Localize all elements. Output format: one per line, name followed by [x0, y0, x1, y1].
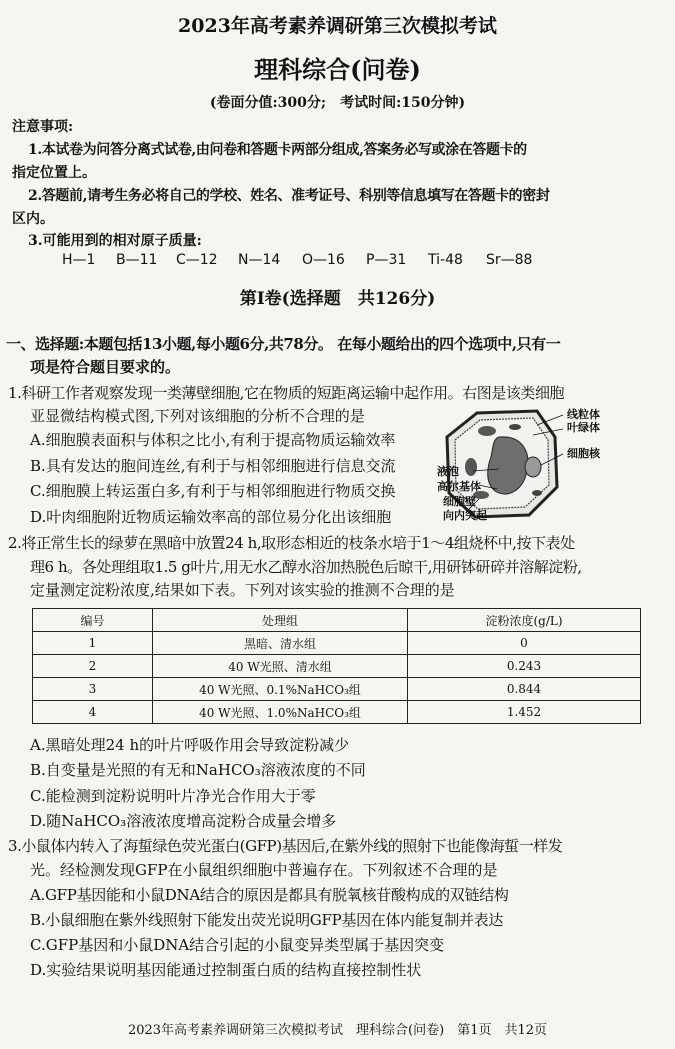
- header-id: 编号: [33, 609, 153, 632]
- q1-option-a: A.细胞膜表面积与体积之比小,有利于提高物质运输效率: [30, 431, 396, 449]
- mass-p: P—31: [366, 252, 407, 268]
- table-row: [33, 678, 641, 701]
- notice-item-2-line-2: 区内。: [12, 211, 54, 227]
- exam-title: 2023年高考素养调研第三次模拟考试: [178, 15, 497, 37]
- q3-stem-line-2: 光。经检测发现GFP在小鼠组织细胞中普遍存在。下列叙述不合理的是: [30, 861, 498, 879]
- section-title: 第Ⅰ卷(选择题 共126分): [239, 289, 436, 309]
- cell-id: 4: [33, 701, 153, 724]
- mass-c: C—12: [176, 252, 218, 268]
- mass-n: N—14: [238, 252, 281, 268]
- q2-stem-line-3: 定量测定淀粉浓度,结果如下表。下列对该实验的推测不合理的是: [30, 581, 455, 599]
- mass-o: O—16: [302, 252, 345, 268]
- q3-option-d: D.实验结果说明基因能通过控制蛋白质的结构直接控制性状: [30, 961, 422, 979]
- table-header-row: [33, 609, 641, 632]
- q3-option-a: A.GFP基因能和小鼠DNA结合的原因是都具有脱氧核苷酸构成的双链结构: [30, 886, 509, 904]
- part1-instruction-line-2: 项是符合题目要求的。: [30, 358, 181, 376]
- page-footer: 2023年高考素养调研第三次模拟考试 理科综合(问卷) 第1页 共12页: [127, 1023, 548, 1038]
- q2-option-a: A.黑暗处理24 h的叶片呼吸作用会导致淀粉减少: [30, 736, 350, 754]
- label-chloroplast: 叶绿体: [567, 421, 600, 434]
- notice-heading: 注意事项:: [12, 119, 74, 135]
- table-row: [33, 655, 641, 678]
- q2-option-c: C.能检测到淀粉说明叶片净光合作用大于零: [30, 787, 316, 805]
- atomic-masses: [62, 250, 532, 270]
- cell-starch: 0: [408, 632, 641, 655]
- mass-h: H—1: [62, 252, 96, 268]
- mass-sr: Sr—88: [486, 252, 533, 268]
- label-protrusion: 向内突起: [443, 509, 487, 522]
- nucleus: [525, 457, 541, 477]
- q2-stem-line-1: 2.将正常生长的绿萝在黑暗中放置24 h,取形态相近的枝条水培于1～4组烧杯中,按下表处: [8, 534, 575, 552]
- label-vacuole: 液泡: [437, 465, 459, 478]
- q1-stem-line-1: 1.科研工作者观察发现一类薄壁细胞,它在物质的短距离运输中起作用。右图是该类细胞: [8, 384, 565, 402]
- q2-stem-line-2: 理6 h。各处理组取1.5 g叶片,用无水乙醇水浴加热脱色后晾干,用研钵研碎并溶解淀粉,: [30, 558, 582, 576]
- q1-option-c: C.细胞膜上转运蛋白多,有利于与相邻细胞进行物质交换: [30, 482, 396, 500]
- mitochondrion: [532, 490, 542, 496]
- notice-item-1-line-1: 1.本试卷为问答分离式试卷,由问卷和答题卡两部分组成,答案务必写或涂在答题卡的: [28, 142, 527, 158]
- q3-option-c: C.GFP基因和小鼠DNA结合引起的小鼠变异类型属于基因突变: [30, 936, 445, 954]
- cell-treatment: 40 W光照、0.1%NaHCO₃组: [153, 678, 408, 701]
- label-cell-wall: 细胞壁: [443, 495, 476, 508]
- notice-item-1-line-2: 指定位置上。: [12, 165, 96, 181]
- label-golgi: 高尔基体: [437, 480, 481, 493]
- q2-option-b: B.自变量是光照的有无和NaHCO₃溶液浓度的不同: [30, 761, 366, 779]
- q1-stem-line-2: 亚显微结构模式图,下列对该细胞的分析不合理的是: [30, 407, 365, 425]
- cell-starch: 0.844: [408, 678, 641, 701]
- cell-treatment: 黑暗、清水组: [153, 632, 408, 655]
- q1-option-d: D.叶肉细胞附近物质运输效率高的部位易分化出该细胞: [30, 508, 392, 526]
- cell-treatment: 40 W光照、清水组: [153, 655, 408, 678]
- part1-instruction-line-1: 一、选择题:本题包括13小题,每小题6分,共78分。 在每小题给出的四个选项中,只有一: [6, 335, 561, 353]
- q2-option-d: D.随NaHCO₃溶液浓度增高淀粉合成量会增多: [30, 812, 337, 830]
- chloroplast: [465, 458, 477, 476]
- label-mitochondria: 线粒体: [567, 408, 600, 421]
- table-row: [33, 632, 641, 655]
- q1-option-b: B.具有发达的胞间连丝,有利于与相邻细胞进行信息交流: [30, 457, 396, 475]
- table-row: [33, 701, 641, 724]
- score-line: (卷面分值:300分; 考试时间:150分钟): [209, 95, 466, 111]
- notice-item-2-line-1: 2.答题前,请考生务必将自己的学校、姓名、准考证号、科别等信息填写在答题卡的密封: [28, 188, 550, 204]
- cell-id: 1: [33, 632, 153, 655]
- q3-stem-line-1: 3.小鼠体内转入了海蜇绿色荧光蛋白(GFP)基因后,在紫外线的照射下也能像海蜇一样发: [8, 837, 563, 855]
- cell-starch: 0.243: [408, 655, 641, 678]
- starch-table: [32, 608, 641, 724]
- q3-option-b: B.小鼠细胞在紫外线照射下能发出荧光说明GFP基因在体内能复制并表达: [30, 911, 504, 929]
- cell-id: 2: [33, 655, 153, 678]
- notice-item-3: 3.可能用到的相对原子质量:: [28, 233, 202, 249]
- cell-starch: 1.452: [408, 701, 641, 724]
- cell-treatment: 40 W光照、1.0%NaHCO₃组: [153, 701, 408, 724]
- mass-b: B—11: [116, 252, 158, 268]
- chloroplast: [478, 426, 496, 436]
- header-treatment: 处理组: [153, 609, 408, 632]
- mass-ti: Ti-48: [428, 252, 463, 268]
- mitochondrion: [509, 424, 521, 430]
- subject-title: 理科综合(问卷): [254, 55, 421, 84]
- label-nucleus: 细胞核: [567, 447, 600, 460]
- header-starch: 淀粉浓度(g/L): [408, 609, 641, 632]
- cell-id: 3: [33, 678, 153, 701]
